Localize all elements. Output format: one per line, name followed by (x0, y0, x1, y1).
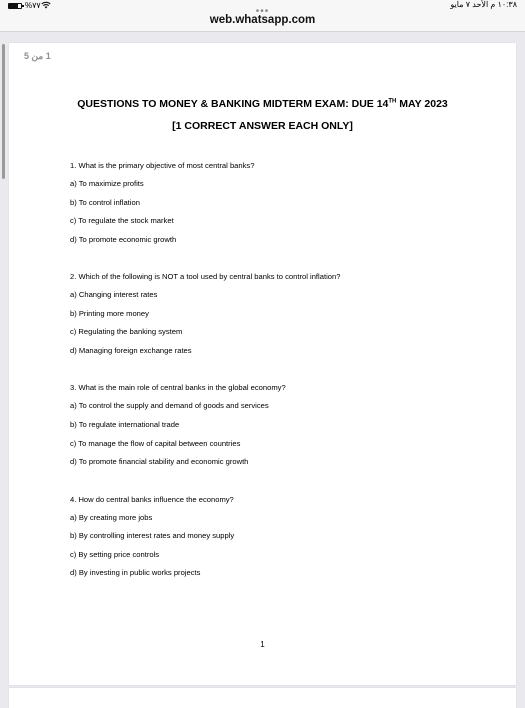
answer-option: b) To control inflation (70, 198, 140, 207)
answer-option: d) To promote economic growth (70, 235, 177, 244)
answer-option: a) To control the supply and demand of goods and services (70, 401, 269, 410)
battery-percent: %٧٧ (25, 1, 41, 10)
title-end: MAY 2023 (396, 98, 448, 110)
question-text: 2. Which of the following is NOT a tool used by central banks to control inflation? (70, 272, 341, 281)
answer-option: c) To manage the flow of capital between countries (70, 439, 241, 448)
answer-option: c) By setting price controls (70, 550, 160, 559)
scrollbar[interactable] (2, 44, 5, 179)
document-viewer[interactable] (0, 32, 525, 700)
title-text: QUESTIONS TO MONEY & BANKING MIDTERM EXAM: DUE 14 (77, 98, 389, 110)
answer-option: d) To promote financial stability and economic growth (70, 457, 249, 466)
document-title (9, 98, 516, 110)
answer-option: a) By creating more jobs (70, 513, 153, 522)
answer-option: c) To regulate the stock market (70, 216, 174, 225)
page-number: 1 (260, 640, 265, 649)
document-subtitle: [1 CORRECT ANSWER EACH ONLY] (172, 120, 353, 132)
answer-option: d) By investing in public works projects (70, 568, 201, 577)
document-page (9, 43, 516, 685)
more-dots-icon[interactable]: ••• (255, 6, 270, 17)
browser-bar (0, 6, 525, 32)
answer-option: b) Printing more money (70, 309, 149, 318)
title-superscript: TH (388, 98, 397, 105)
next-page-edge (9, 688, 516, 708)
answer-option: b) To regulate international trade (70, 420, 180, 429)
answer-option: c) Regulating the banking system (70, 327, 183, 336)
page-indicator: 1 من 5 (24, 51, 51, 61)
answer-option: a) Changing interest rates (70, 290, 158, 299)
time-date: ١٠:٣٨ م الأحد ٧ مايو (450, 0, 517, 9)
url-label[interactable]: web.whatsapp.com (209, 14, 316, 26)
question-text: 1. What is the primary objective of most central banks? (70, 161, 255, 170)
answer-option: d) Managing foreign exchange rates (70, 346, 192, 355)
question-text: 3. What is the main role of central banks in the global economy? (70, 383, 286, 392)
answer-option: a) To maximize profits (70, 179, 144, 188)
answer-option: b) By controlling interest rates and money supply (70, 531, 235, 540)
question-text: 4. How do central banks influence the economy? (70, 495, 234, 504)
